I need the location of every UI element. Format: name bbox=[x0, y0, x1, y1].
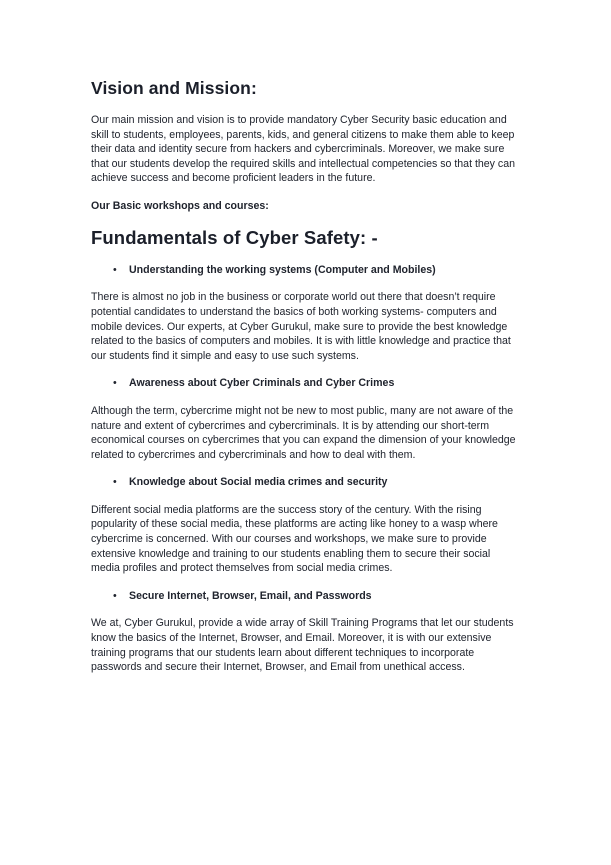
bullet-label: Secure Internet, Browser, Email, and Passwords bbox=[129, 589, 372, 602]
bullet-icon: • bbox=[113, 476, 117, 489]
bullet-icon: • bbox=[113, 377, 117, 390]
bullet-icon: • bbox=[113, 263, 117, 276]
bullet-item bbox=[91, 475, 521, 490]
bullet-label: Knowledge about Social media crimes and security bbox=[129, 476, 388, 489]
section-paragraph: We at, Cyber Gurukul, provide a wide array of Skill Training Programs that let our students know the basics of the Internet, Browser, and Email. Moreover, it is with our extensive training programs that our students learn about different techniques to incorporate passwords and secure their Internet, Browser, and Email from unethical access. bbox=[91, 617, 514, 674]
section-paragraph: Although the term, cybercrime might not be new to most public, many are not aware of the nature and extent of cybercrimes and cybercriminals. It is by attending our short-term economical courses on cybercrimes that you can expand the dimension of your knowledge related to cybercrimes and cybercriminals and how to deal with them. bbox=[91, 404, 516, 461]
bullet-item bbox=[91, 263, 521, 278]
section-title: Fundamentals of Cyber Safety: - bbox=[91, 226, 378, 248]
bullet-icon: • bbox=[113, 589, 117, 602]
intro-paragraph: Our main mission and vision is to provide mandatory Cyber Security basic education and skill to students, employees, parents, kids, and general citizens to make them able to keep their data and identity secure from hackers and cybercriminals. Moreover, we make sure that our students develop the required skills and intellectual competencies so that they can achieve success and become proficient leaders in the future. bbox=[91, 114, 516, 185]
bullet-item bbox=[91, 376, 521, 391]
bullet-item bbox=[91, 589, 521, 604]
bullet-label: Understanding the working systems (Computer and Mobiles) bbox=[129, 263, 436, 276]
section-paragraph: There is almost no job in the business or corporate world out there that doesn’t require potential candidates to understand the basics of both working systems- computers and mobile devices. Our experts, at Cyber Gurukul, make sure to provide the best knowledge related to the basics of computers and mobiles. It is with little knowledge and practice that our students find it simple and easy to use such systems. bbox=[91, 291, 511, 362]
workshops-subheading: Our Basic workshops and courses: bbox=[91, 199, 269, 212]
bullet-label: Awareness about Cyber Criminals and Cyber Crimes bbox=[129, 377, 395, 390]
section-paragraph: Different social media platforms are the success story of the century. With the rising popularity of these social media, these platforms are acting like honey to a wasp where cybercrime is concerned. With our courses and workshops, we make sure to provide extensive knowledge and training to our students enabling them to secure their social media profiles and protect themselves from social media crimes. bbox=[91, 503, 498, 575]
page-title: Vision and Mission: bbox=[91, 78, 257, 98]
